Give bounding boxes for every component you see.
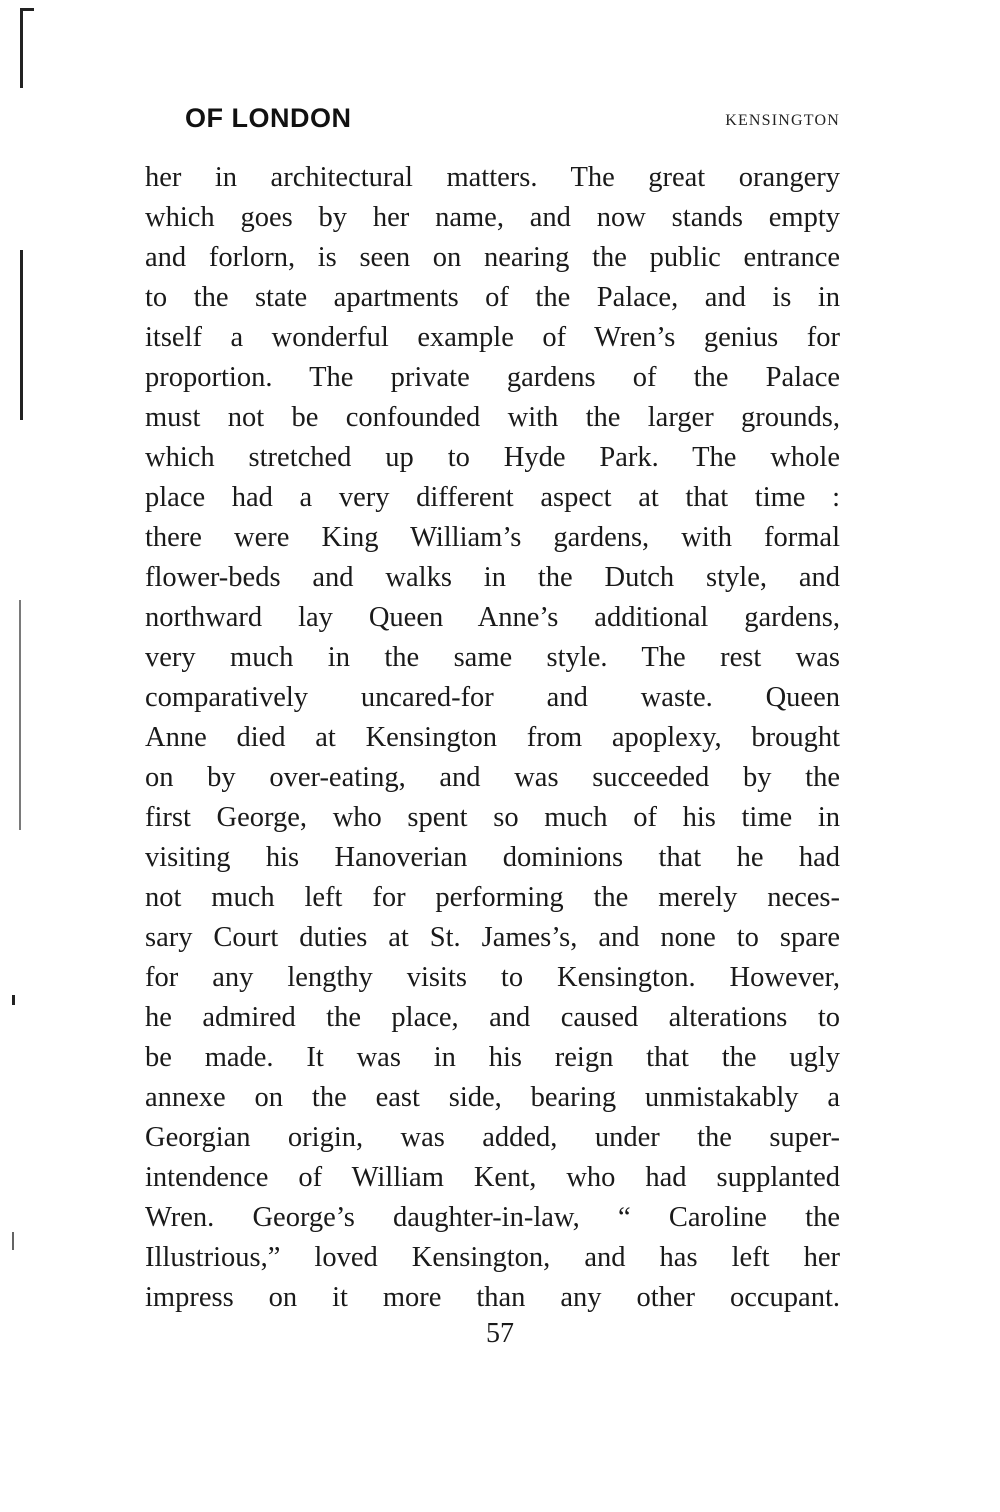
text-line: sary Court duties at St. James’s, and none to spare <box>145 922 840 953</box>
text-line: Wren. George’s daughter-in-law, “ Caroline the <box>145 1202 840 1233</box>
running-head-section: KENSINGTON <box>725 112 840 129</box>
body-text <box>145 158 840 1318</box>
text-line: Illustrious,” loved Kensington, and has left her <box>145 1242 840 1273</box>
text-line: to the state apartments of the Palace, and is in <box>145 282 840 313</box>
text-line: on by over-eating, and was succeeded by the <box>145 762 840 793</box>
text-line: place had a very different aspect at that time : <box>145 482 840 513</box>
text-line: and forlorn, is seen on nearing the public entrance <box>145 242 840 273</box>
running-head-title: OF LONDON <box>185 103 352 133</box>
text-line: visiting his Hanoverian dominions that he had <box>145 842 840 873</box>
running-head <box>185 103 840 139</box>
text-line: itself a wonderful example of Wren’s genius for <box>145 322 840 353</box>
text-line: annexe on the east side, bearing unmistakably a <box>145 1082 840 1113</box>
text-line: for any lengthy visits to Kensington. However, <box>145 962 840 993</box>
text-line: proportion. The private gardens of the Palace <box>145 362 840 393</box>
text-line: there were King William’s gardens, with formal <box>145 522 840 553</box>
text-line: not much left for performing the merely neces- <box>145 882 840 913</box>
text-line: very much in the same style. The rest was <box>145 642 840 673</box>
scan-mark-edge-lower <box>19 600 21 830</box>
text-line: Georgian origin, was added, under the super- <box>145 1122 840 1153</box>
text-line: be made. It was in his reign that the ugly <box>145 1042 840 1073</box>
text-line: he admired the place, and caused alterations to <box>145 1002 840 1033</box>
text-line: impress on it more than any other occupant. <box>145 1282 840 1313</box>
text-line: comparatively uncared-for and waste. Queen <box>145 682 840 713</box>
text-line: intendence of William Kent, who had supplanted <box>145 1162 840 1193</box>
page-number: 57 <box>486 1318 514 1349</box>
text-line: Anne died at Kensington from apoplexy, brought <box>145 722 840 753</box>
text-line: flower-beds and walks in the Dutch style, and <box>145 562 840 593</box>
text-line: must not be confounded with the larger grounds, <box>145 402 840 433</box>
text-line: first George, who spent so much of his time in <box>145 802 840 833</box>
text-line: northward lay Queen Anne’s additional gardens, <box>145 602 840 633</box>
scan-mark-dot-2 <box>12 1232 14 1250</box>
scan-mark-dot <box>12 995 15 1005</box>
scan-mark-edge-middle <box>20 250 23 420</box>
scan-mark-edge-top <box>20 8 23 88</box>
text-line: which stretched up to Hyde Park. The whole <box>145 442 840 473</box>
text-line: which goes by her name, and now stands empty <box>145 202 840 233</box>
text-line: her in architectural matters. The great orangery <box>145 162 840 193</box>
